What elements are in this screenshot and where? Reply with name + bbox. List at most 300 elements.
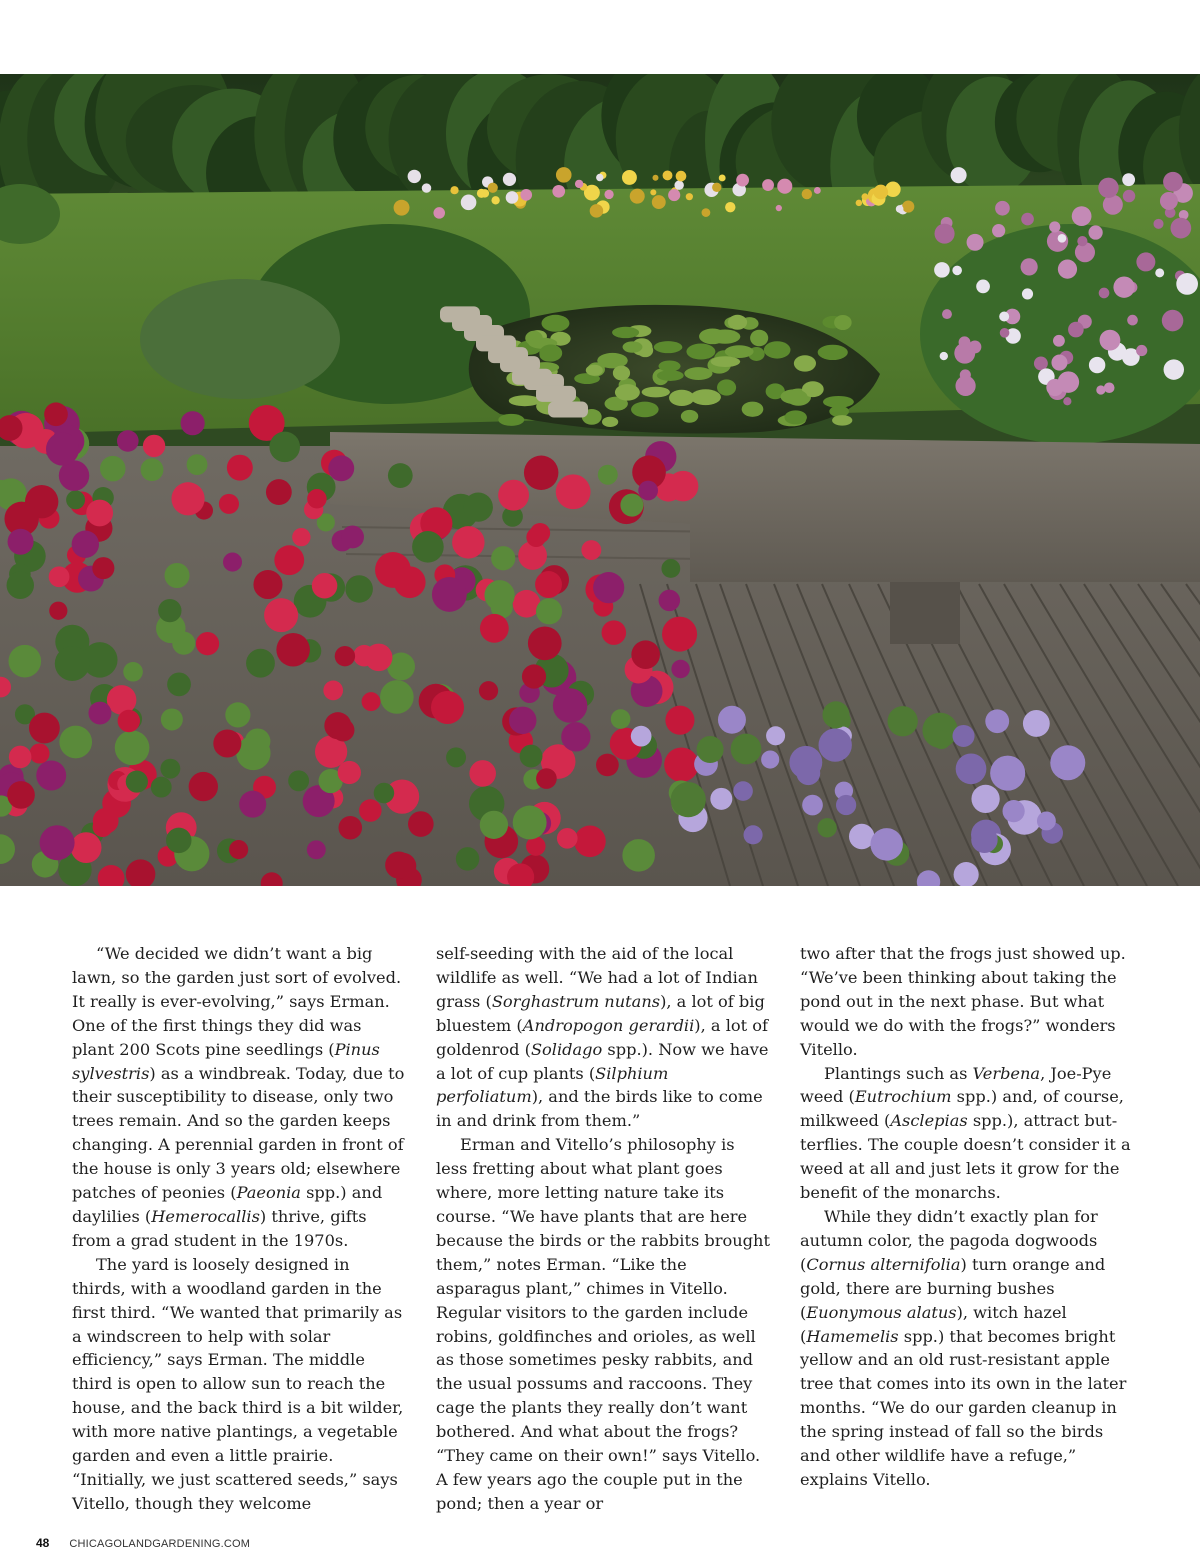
petunia-flower [332,719,355,742]
petunia-flower [339,816,363,840]
petunia-flower [229,840,248,859]
lily-pad [764,341,791,358]
petunia-flower [292,528,310,546]
purple-petunia [697,736,724,763]
petunia-flower [596,754,619,777]
petunia-flower [86,500,113,527]
border-flower [520,189,532,201]
petunia-flower [469,760,496,787]
petunia-flower [219,494,239,514]
petunia-flower [526,527,546,547]
petunia-flower [611,709,631,729]
petunia-flower [513,806,547,840]
joe-pye-flower [1063,397,1071,405]
border-flower [873,185,888,200]
lily-pad [657,370,684,381]
petunia-flower [239,791,266,818]
petunia-flower [664,747,698,781]
purple-petunia [985,709,1009,733]
border-flower [777,179,792,194]
joe-pye-flower [1155,268,1164,277]
petunia-flower [484,580,514,610]
joe-pye-flower [1123,190,1135,202]
lily-pad [623,341,643,352]
purple-petunia [952,725,974,747]
lily-pad [818,345,848,360]
lily-pad [654,341,683,353]
petunia-flower [535,571,562,598]
border-flower [491,196,499,204]
border-flower [856,200,863,207]
lily-pad [717,379,736,395]
petunia-flower [143,435,165,457]
petunia-flower [166,828,191,853]
petunia-flower [312,573,338,599]
lily-pad [684,367,712,380]
border-flower [394,200,410,216]
lily-pad [642,387,670,398]
petunia-flower [167,672,191,696]
petunia-flower [620,494,643,517]
lily-pad [602,417,618,427]
paragraph: Erman and Vitello’s philosophy is less fretting about what plant goes where, more letting nature take its course. “We have plants that are here because the birds or the rabbits brought them,” notes Erman. “Like the asparagus plant,” chimes in Vitello. Regular visitors to the garden include robins, goldfinches and orioles, as well as those sometimes pesky rabbits, and the usual possums and raccoons. They cage the plants they really don’t want bothered. And what about the frogs? “They came on their own!” says Vitello. A few years ago the couple put in the pond; then a year or [436,1135,770,1513]
border-flower [674,180,683,189]
border-flower [552,185,565,198]
petunia-flower [7,781,35,809]
petunia-flower [622,839,655,872]
border-flower [725,202,735,212]
joe-pye-flower [1099,288,1110,299]
petunia-flower [264,598,298,632]
joe-pye-flower [935,224,955,244]
petunia-flower [307,840,326,859]
petunia-flower [431,691,464,724]
petunia-flower [29,713,60,744]
border-flower [461,195,477,211]
border-flower [408,170,421,183]
border-flower [712,183,721,192]
joe-pye-flower [1160,192,1178,210]
article-body [72,942,1134,1516]
paragraph: “We decided we didn’t want a big lawn, so the garden just sort of evolved. It really is ever-evolving,” says Erman. One of the first things they did was plant 200 Scots pine seedlings (Pinus sylvestris) as a windbreak. Today, due to their susceptibility to disease, only two trees remain. And so the garden keeps changing. A perennial garden in front of the house is only 3 years old; elsewhere patches of peonies (Paeonia spp.) and daylilies (Hemerocallis) thrive, gifts from a grad student in the 1970s. [72,944,405,1250]
border-flower [652,175,658,181]
joe-pye-flower [1127,315,1138,326]
paragraph: The yard is loosely designed in thirds, with a woodland garden in the first third. “We wanted that primarily as a windscreen to help with solar efficiency,” says Erman. The middle third is open to allow sun to reach the house, and the back third is a bit wilder, with more native plantings, a vegetable garden and even a little prairie. “Initially, we just scattered seeds,” says Vitello, though they welcome [72,1254,404,1513]
petunia-flower [602,620,627,645]
petunia-flower [269,432,300,463]
border-flower [596,174,603,181]
purple-petunia [971,785,999,813]
petunia-flower [44,402,68,426]
article-column-3 [800,942,1134,1516]
joe-pye-flower [1103,195,1123,215]
border-flower [668,189,680,201]
border-flower [862,193,869,200]
purple-petunia [971,827,997,853]
petunia-flower [631,640,660,669]
lily-pad [612,327,639,338]
petunia-flower [659,590,680,611]
petunia-flower [362,692,381,711]
lily-pad [509,395,541,406]
border-flower [650,189,656,195]
website-url: CHICAGOLANDGARDENING.COM [69,1538,251,1550]
lily-pad [613,366,630,381]
pond-stone [548,402,588,418]
purple-petunia [718,706,746,734]
petunia-flower [213,729,241,757]
purple-petunia [956,754,987,785]
purple-petunia [631,726,652,747]
purple-petunia [802,795,823,816]
purple-petunia [836,795,856,815]
petunia-flower [93,817,113,837]
paragraph: Plantings such as Verbena, Joe-Pye weed (Eutrochium spp.) and, of course, milkweed (Asclepias spp.), attract butterflies. The couple doesn’t consider it a weed at all and just lets it grow for the benefit of the monarchs. [800,1063,1131,1203]
border-flower [736,174,749,187]
petunia-flower [328,455,354,481]
joe-pye-flower [992,224,1005,237]
petunia-flower [365,644,393,672]
garden-photo [0,74,1200,886]
petunia-flower [581,540,601,560]
petunia-flower [117,430,139,452]
border-flower [652,195,666,209]
petunia-flower [665,706,694,735]
petunia-flower [100,456,126,482]
border-flower [663,170,673,180]
border-flower [477,189,486,198]
purple-petunia [888,706,918,736]
petunia-flower [385,851,412,878]
lily-pad [690,389,721,405]
petunia-flower [522,664,546,688]
lily-pad [728,315,747,330]
petunia-flower [638,481,658,501]
petunia-flower [557,828,578,849]
petunia-flower [245,728,271,754]
purple-petunia [1037,812,1056,831]
joe-pye-flower [1113,276,1134,297]
border-flower [676,171,687,182]
petunia-flower [160,759,180,779]
border-flower [506,191,519,204]
petunia-flower [671,660,689,678]
left-shrub [140,279,340,399]
petunia-flower [432,577,467,612]
border-flower [622,170,637,185]
joe-pye-flower [1049,221,1060,232]
article-column-2 [436,942,770,1516]
purple-petunia [743,825,762,844]
lily-pad [586,365,603,376]
petunia-flower [662,617,697,652]
joe-pye-flower [1051,355,1067,371]
joe-pye-flower [1104,382,1115,393]
petunia-flower [661,559,680,578]
petunia-flower [464,493,493,522]
border-flower [433,207,445,219]
petunia-flower [553,688,588,723]
petunia-flower [36,761,66,791]
petunia-flower [161,708,183,730]
lily-pad [742,402,764,417]
petunia-flower [394,566,426,598]
petunia-flower [59,726,92,759]
petunia-flower [66,490,85,509]
lily-pad [659,360,681,371]
joe-pye-flower [1058,234,1067,243]
petunia-flower [520,745,543,768]
border-flower [590,204,604,218]
petunia-flower [498,480,529,511]
petunia-flower [536,598,562,624]
border-flower [604,190,613,199]
petunia-flower [187,454,208,475]
petunia-flower [509,707,536,734]
petunia-flower [172,632,195,655]
petunia-flower [480,811,508,839]
border-flower [902,201,914,213]
bench-leg [890,582,960,644]
joe-pye-flower [1000,328,1010,338]
joe-pye-flower [1176,273,1198,295]
petunia-flower [408,811,434,837]
joe-pye-flower [1072,206,1092,226]
petunia-flower [88,702,111,725]
joe-pye-flower [999,311,1009,321]
lily-pad [686,344,715,360]
purple-petunia [731,734,762,765]
petunia-flower [46,432,79,465]
petunia-flower [7,572,34,599]
purple-petunia [822,701,849,728]
petunia-flower [8,645,41,678]
joe-pye-flower [1136,252,1155,271]
page-footer [36,1536,250,1550]
purple-petunia [932,730,951,749]
joe-pye-flower [1034,356,1048,370]
joe-pye-flower [1058,260,1077,279]
petunia-flower [196,632,219,655]
lily-pad [780,389,807,404]
purple-petunia [766,726,785,745]
garden-photo-illustration [0,74,1200,886]
petunia-flower [388,463,413,488]
purple-petunia [761,750,779,768]
petunia-flower [223,553,242,572]
border-flower [450,186,458,194]
article-column-1 [72,942,406,1516]
joe-pye-flower [1163,172,1183,192]
purple-petunia [1003,800,1025,822]
border-flower [762,179,774,191]
petunia-flower [561,722,590,751]
petunia-flower [452,526,484,558]
petunia-flower [49,602,67,620]
purple-petunia [870,828,903,861]
pond-stone [536,386,576,402]
petunia-flower [158,599,181,622]
paragraph: While they didn’t exactly plan for autumn color, the pagoda dogwoods (Cornus alternifolia) turn orange and gold, there are burning bushes (Euonymous alatus), witch hazel (Hamemelis spp.) that becomes bright yellow and an old rust-resistant apple tree that comes into its own in the later months. “We do our garden cleanup in the spring instead of fall so the birds and other wildlife have a refuge,” explains Vitello. [800,1206,1127,1489]
lily-pad [541,315,569,332]
joe-pye-flower [952,266,962,276]
petunia-flower [253,570,282,599]
lily-pad [539,344,562,361]
petunia-flower [528,626,562,660]
petunia-flower [118,710,140,732]
lily-pad [725,345,754,358]
border-flower [686,193,693,200]
border-flower [503,173,516,186]
petunia-flower [288,770,309,791]
lily-pad [615,384,640,401]
petunia-flower [40,825,75,860]
purple-petunia [733,781,753,801]
purple-petunia [817,818,836,837]
joe-pye-flower [1088,225,1102,239]
petunia-flower [323,681,343,701]
purple-petunia [819,728,852,761]
purple-petunia [1050,745,1085,780]
joe-pye-flower [1096,385,1105,394]
border-flower [556,167,572,183]
joe-pye-flower [995,201,1010,216]
joe-pye-flower [1053,335,1065,347]
joe-pye-flower [940,352,948,360]
lily-pad [829,406,849,417]
joe-pye-flower [1100,330,1121,351]
lily-pad [794,355,816,371]
petunia-flower [171,482,204,515]
petunia-flower [276,633,310,667]
petunia-flower [8,529,34,555]
lily-pad [710,330,741,344]
petunia-flower [412,531,444,563]
lily-pad [711,356,740,367]
joe-pye-flower [951,167,967,183]
border-flower [422,183,431,192]
joe-pye-flower [1122,173,1135,186]
petunia-flower [593,572,624,603]
border-flower [630,189,645,204]
lily-pad [832,415,852,425]
petunia-flower [359,799,382,822]
border-flower [702,208,711,217]
petunia-flower [164,563,189,588]
border-flower [575,180,583,188]
petunia-flower [71,832,102,863]
paragraph: self-seeding with the aid of the local wildlife as well. “We had a lot of Indian grass (Sorghastrum nutans), a lot of big bluestem (Andropogon gerardii), a lot of goldenrod (Solidago spp.). Now we have a lot of cup plants (Silphium perfoliatum), and the birds like to come in and drink from them.” [436,944,769,1131]
petunia-flower [189,772,218,801]
petunia-flower [479,681,498,700]
petunia-flower [55,646,90,681]
lily-pad [750,330,768,347]
petunia-flower [92,557,114,579]
joe-pye-flower [1171,218,1192,239]
petunia-flower [574,826,606,858]
joe-pye-flower [1153,219,1163,229]
border-flower [896,205,904,213]
joe-pye-flower [1162,310,1184,332]
petunia-flower [556,474,591,509]
joe-pye-flower [1022,288,1033,299]
petunia-flower [126,770,148,792]
joe-pye-flower [955,376,975,396]
petunia-flower [181,411,205,435]
page-number: 48 [36,1536,50,1550]
petunia-flower [123,662,143,682]
petunia-flower [341,526,364,549]
petunia-flower [141,458,164,481]
petunia-flower [338,761,361,784]
border-flower [488,183,498,193]
purple-petunia [671,782,706,817]
petunia-flower [598,465,618,485]
joe-pye-flower [1021,213,1034,226]
joe-pye-flower [1164,359,1184,379]
petunia-flower [266,479,292,505]
lily-pad [681,410,698,423]
petunia-flower [456,847,479,870]
petunia-flower [246,649,275,678]
joe-pye-flower [1089,357,1105,373]
border-flower [814,187,821,194]
petunia-flower [668,471,699,502]
joe-pye-flower [1136,345,1147,356]
petunia-flower [225,702,250,727]
joe-pye-flower [1068,322,1084,338]
joe-pye-flower [1046,379,1063,396]
petunia-flower [335,646,355,666]
petunia-flower [307,489,327,509]
petunia-flower [491,546,515,570]
petunia-flower [274,545,304,575]
paragraph: two after that the frogs just showed up. “We’ve been thinking about taking the pond out in the next phase. But what would we do with the frogs?” wonders Vitello. [800,944,1126,1059]
lily-pad [498,414,524,426]
purple-petunia [990,756,1025,791]
petunia-flower [227,455,253,481]
petunia-flower [536,768,557,789]
joe-pye-flower [1021,258,1038,275]
joe-pye-flower [968,340,981,353]
lily-pad [784,410,806,424]
petunia-flower [72,531,99,558]
petunia-flower [345,575,373,603]
purple-petunia [710,788,732,810]
purple-petunia [789,746,822,779]
petunia-flower [9,746,32,769]
purple-petunia [1023,710,1050,737]
border-flower [719,175,726,182]
joe-pye-flower [976,280,990,294]
petunia-flower [115,730,150,765]
petunia-flower [446,747,466,767]
petunia-flower [380,680,414,714]
petunia-flower [480,614,509,643]
joe-pye-flower [967,234,984,251]
petunia-flower [524,456,558,490]
petunia-flower [49,566,70,587]
petunia-flower [29,743,49,763]
lily-pad [834,315,852,330]
lily-pad [631,402,659,418]
petunia-flower [374,783,395,804]
border-flower [802,189,812,199]
joe-pye-flower [1077,236,1087,246]
joe-pye-flower [942,309,952,319]
border-flower [776,205,782,211]
joe-pye-flower [1098,178,1118,198]
